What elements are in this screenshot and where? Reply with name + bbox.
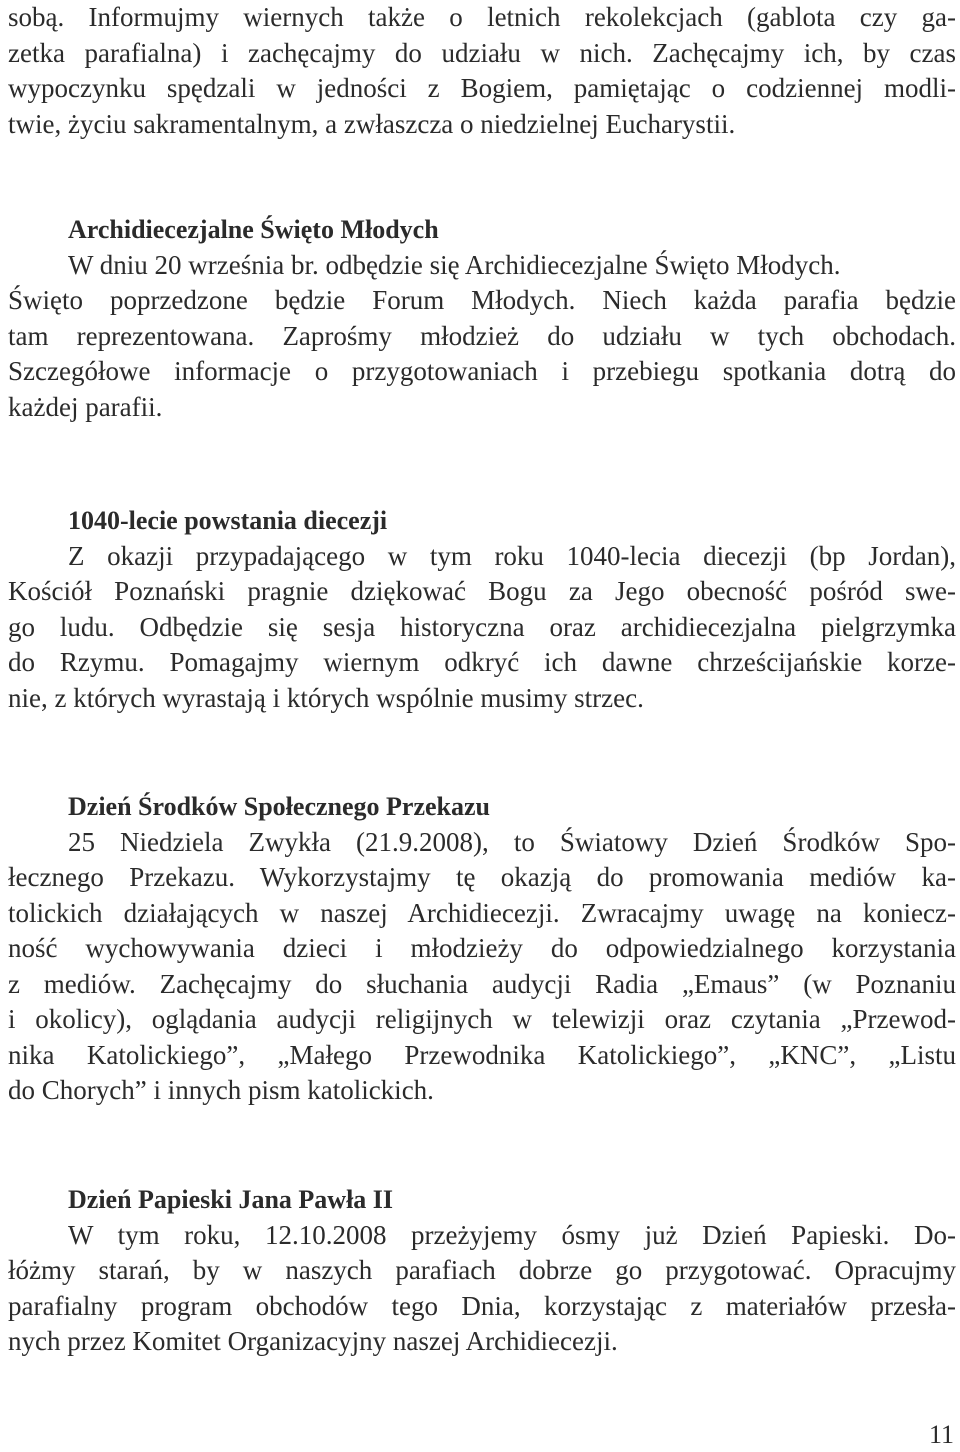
text-line: nie, z których wyrastają i których wspólnie musimy strzec. xyxy=(8,682,644,713)
text-line: W dniu 20 września br. odbędzie się Archidiecezjalne Święto Młodych. xyxy=(68,249,841,280)
text-line: tolickich działających w naszej Archidiecezji. Zwracajmy uwagę na koniecz- xyxy=(8,897,956,928)
text-line: 25 Niedziela Zwykła (21.9.2008), to Światowy Dzień Środków Spo- xyxy=(68,826,956,857)
text-line: sobą. Informujmy wiernych także o letnich rekolekcjach (gablota czy ga- xyxy=(8,2,956,32)
intro-paragraph xyxy=(8,0,956,142)
text-line: parafialny program obchodów tego Dnia, korzystając z materiałów przesła- xyxy=(8,1290,956,1321)
media-day-paragraph xyxy=(8,825,956,1109)
text-line: twie, życiu sakramentalnym, a zwłaszcza o niedzielnej Eucharystii. xyxy=(8,108,736,139)
page-number: 11 xyxy=(928,1420,954,1449)
text-line: tam reprezentowana. Zaprośmy młodzież do udziału w tych obchodach. xyxy=(8,320,956,351)
intro-section xyxy=(8,0,956,142)
text-line: nika Katolickiego”, „Małego Przewodnika Katolickiego”, „KNC”, „Listu xyxy=(8,1039,956,1070)
jubilee-section xyxy=(8,503,956,716)
jubilee-paragraph xyxy=(8,539,956,717)
text-line: łóżmy starań, by w naszych parafiach dobrze go przygotować. Opracujmy xyxy=(8,1255,956,1285)
text-line: każdej parafii. xyxy=(8,391,163,422)
text-line: zetka parafialna) i zachęcajmy do udziału w nich. Zachęcajmy ich, by czas xyxy=(8,37,956,68)
text-line: ność wychowywania dzieci i młodzieży do odpowiedzialnego korzystania xyxy=(8,933,956,963)
text-line: z mediów. Zachęcajmy do słuchania audycji Radia „Emaus” (w Poznaniu xyxy=(8,968,956,999)
text-line: W tym roku, 12.10.2008 przeżyjemy ósmy już Dzień Papieski. Do- xyxy=(68,1219,956,1250)
youth-day-section xyxy=(8,212,956,425)
youth-day-paragraph xyxy=(8,248,956,426)
section-heading: 1040-lecie powstania diecezji xyxy=(68,506,388,535)
text-line: wypoczynku spędzali w jedności z Bogiem, pamiętając o codziennej modli- xyxy=(8,73,956,103)
papal-day-paragraph xyxy=(8,1218,956,1360)
section-heading: Archidiecezjalne Święto Młodych xyxy=(68,215,439,244)
text-line: nych przez Komitet Organizacyjny naszej Archidiecezji. xyxy=(8,1326,618,1356)
text-line: do Chorych” i innych pism katolickich. xyxy=(8,1075,434,1105)
text-line: Szczegółowe informacje o przygotowaniach i przebiegu spotkania dotrą do xyxy=(8,356,956,386)
media-day-section xyxy=(8,789,956,1109)
section-heading: Dzień Środków Społecznego Przekazu xyxy=(68,792,490,821)
text-line: go ludu. Odbędzie się sesja historyczna oraz archidiecezjalna pielgrzymka xyxy=(8,611,956,642)
text-line: łecznego Przekazu. Wykorzystajmy tę okazją do promowania mediów ka- xyxy=(8,862,956,892)
papal-day-section xyxy=(8,1182,956,1360)
text-line: Z okazji przypadającego w tym roku 1040-lecia diecezji (bp Jordan), xyxy=(68,540,956,571)
text-line: do Rzymu. Pomagajmy wiernym odkryć ich dawne chrześcijańskie korze- xyxy=(8,647,956,677)
text-line: i okolicy), oglądania audycji religijnych w telewizji oraz czytania „Przewod- xyxy=(8,1004,956,1034)
text-line: Kościół Poznański pragnie dziękować Bogu za Jego obecność pośród swe- xyxy=(8,576,956,606)
text-line: Święto poprzedzone będzie Forum Młodych. Niech każda parafia będzie xyxy=(8,285,956,315)
section-heading: Dzień Papieski Jana Pawła II xyxy=(68,1185,394,1214)
